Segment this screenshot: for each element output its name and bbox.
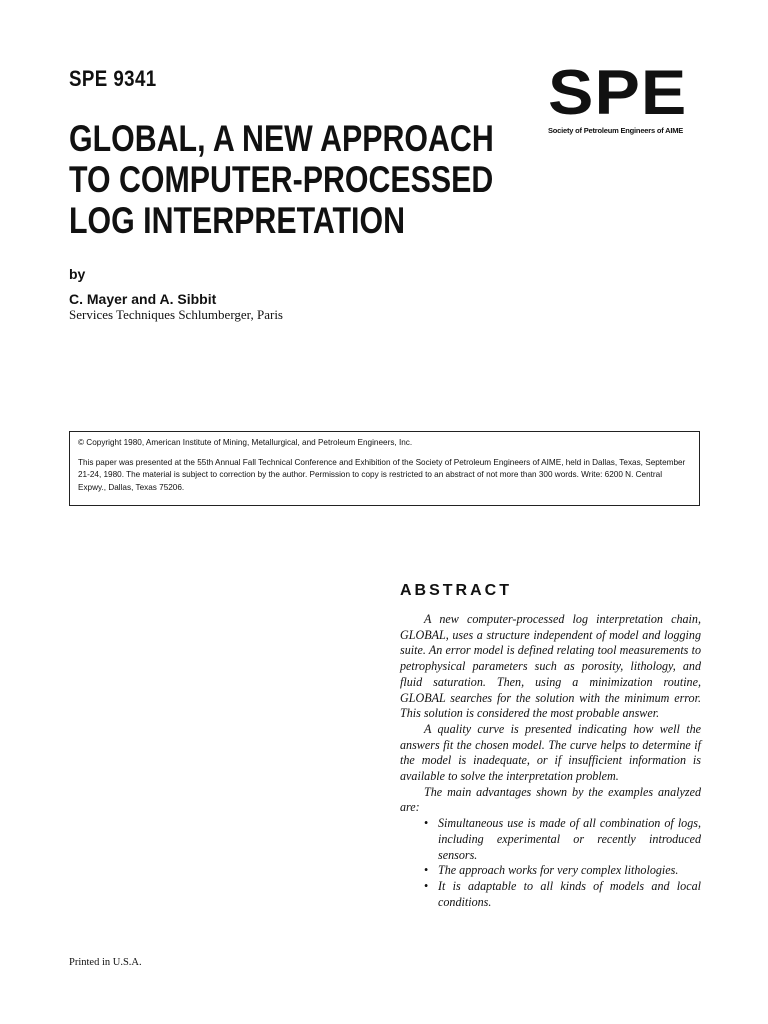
title-line: LOG INTERPRETATION (69, 200, 405, 241)
presentation-note: This paper was presented at the 55th Annual Fall Technical Conference and Exhibition of the Society of Petroleum Engineers of AIME, held in Dallas, Texas, September 21-24, 1980. The material is subject to correction by the author. Permission to copy is restricted to an abstract of not more than 300 words. Write: 6200 N. Central Expwy., Dallas, Texas 75206. (78, 457, 686, 492)
abstract-body (400, 612, 701, 910)
paper-title (69, 118, 494, 241)
copyright-notice-box (69, 431, 700, 506)
abstract-paragraph: A new computer-processed log interpretation chain, GLOBAL, uses a structure independent of model and logging suite. An error model is defined relating tool measurements to petrophysical parameters such as porosity, lithology, and fluid saturation. Then, using a minimization routine, GLOBAL searches for the solution with the minimum error. This solution is considered the most probable answer. (400, 612, 701, 721)
title-line: TO COMPUTER-PROCESSED (69, 159, 494, 200)
logo-mark: SPE (548, 58, 688, 128)
list-item: • Simultaneous use is made of all combination of logs, including experimental or recently introduced sensors. (438, 816, 701, 863)
advantages-list (400, 816, 701, 910)
by-label: by (69, 266, 86, 282)
copyright-line: © Copyright 1980, American Institute of Mining, Metallurgical, and Petroleum Engineers, Inc. (78, 438, 413, 447)
authors: C. Mayer and A. Sibbit (69, 291, 217, 307)
title-line: GLOBAL, A NEW APPROACH (69, 118, 494, 159)
spe-logo (548, 58, 708, 135)
list-item: • The approach works for very complex lithologies. (438, 863, 701, 879)
list-item: • It is adaptable to all kinds of models and local conditions. (438, 879, 701, 910)
printed-in-note: Printed in U.S.A. (69, 957, 142, 968)
paper-number: SPE 9341 (69, 66, 157, 91)
abstract-paragraph: A quality curve is presented indicating how well the answers fit the chosen model. The curve helps to determine if the model is inadequate, or if insufficient information is available to solve the interpretation problem. (400, 721, 701, 784)
abstract-paragraph: The main advantages shown by the examples analyzed are: (400, 784, 701, 815)
logo-subtitle: Society of Petroleum Engineers of AIME (548, 126, 684, 135)
affiliation: Services Techniques Schlumberger, Paris (69, 307, 283, 322)
abstract-heading: ABSTRACT (400, 582, 512, 599)
